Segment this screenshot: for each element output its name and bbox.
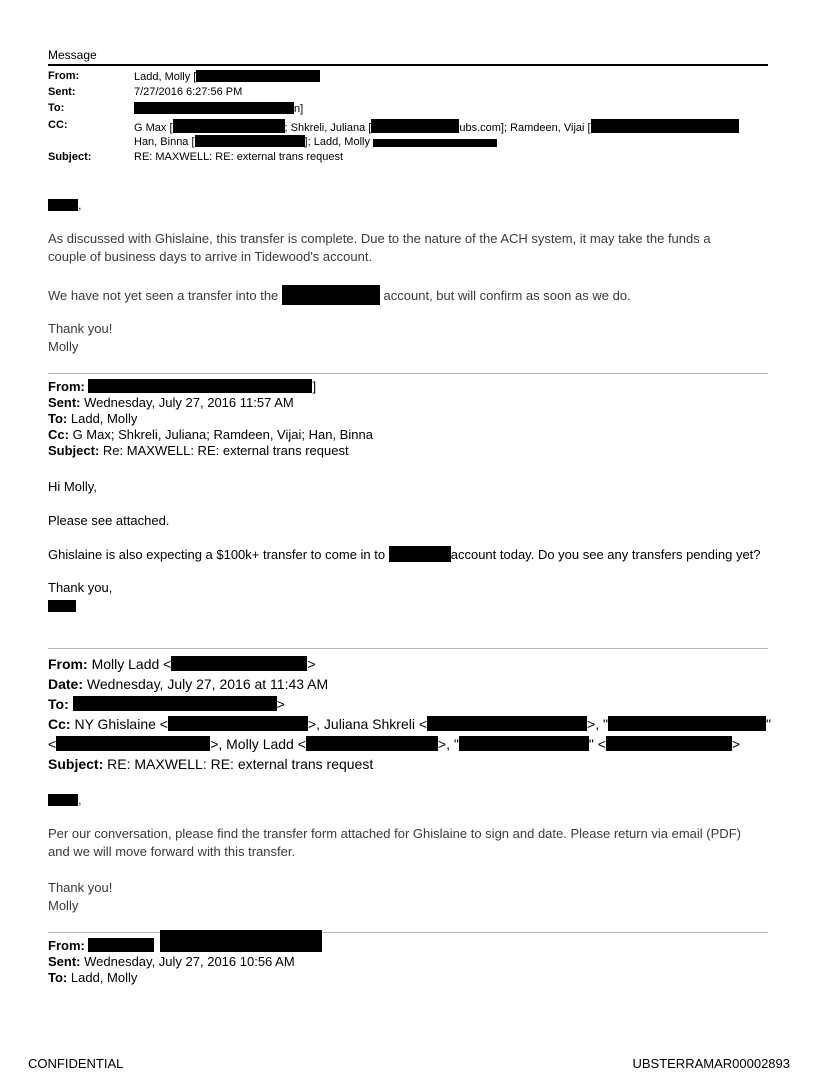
to-label: To: [48, 970, 68, 985]
cc-line-1 [134, 119, 739, 134]
greeting-comma: , [78, 792, 82, 807]
redaction-box [48, 794, 78, 806]
redaction-box [168, 716, 308, 731]
sent-value: Wednesday, July 27, 2016 11:57 AM [84, 395, 294, 410]
line-text: Ghislaine is also expecting a $100k+ transfer to come in to [48, 547, 386, 562]
cc-line-2 [134, 135, 497, 148]
cc-label: Cc: [48, 427, 69, 442]
msg1-paragraph-1-line-2: couple of business days to arrive in Tidewood's account. [48, 249, 373, 264]
msg2-cc [48, 427, 373, 443]
cc-text: Han, Binna [ [134, 136, 195, 148]
cc-text: ubs.com]; Ramdeen, Vijai [ [459, 122, 591, 134]
subject-label: Subject: [48, 756, 104, 772]
msg1-closing: Thank you! [48, 321, 113, 336]
from-suffix: ] [312, 379, 317, 394]
subject-value: RE: MAXWELL: RE: external trans request [107, 756, 374, 772]
msg3-paragraph-1-line-2: and we will move forward with this transfer. [48, 844, 296, 859]
redaction-box [373, 139, 497, 147]
from-value [134, 70, 320, 83]
to-suffix: n] [294, 103, 304, 115]
redaction-box [371, 119, 459, 133]
subject-label: Subject: [48, 443, 100, 458]
msg1-greeting [48, 196, 82, 214]
date-label: Date: [48, 676, 84, 692]
cc-text: >, Juliana Shkreli < [307, 716, 428, 732]
msg3-to [48, 694, 285, 714]
cc-text: G Max [ [134, 122, 173, 134]
msg4-to [48, 970, 137, 986]
cc-text: ]; Ladd, Molly [304, 136, 370, 148]
cc-text: ; Shkreli, Juliana [ [284, 122, 372, 134]
msg2-from [48, 379, 316, 395]
msg2-greeting: Hi Molly, [48, 479, 97, 494]
msg4-sent [48, 954, 295, 970]
separator-rule [48, 373, 768, 374]
sent-label: Sent: [48, 954, 81, 969]
cc-text: " [765, 716, 771, 732]
footer-confidential: CONFIDENTIAL [28, 1056, 124, 1071]
greeting-comma: , [78, 197, 82, 212]
redaction-box [606, 736, 732, 751]
to-label: To: [48, 696, 69, 712]
para-text: We have not yet seen a transfer into the [48, 288, 279, 303]
redaction-box [56, 736, 210, 751]
message-title: Message [48, 48, 97, 62]
to-value: Ladd, Molly [70, 970, 138, 985]
redaction-box [134, 102, 294, 114]
msg2-line-2 [48, 546, 761, 563]
cc-text: > [731, 736, 741, 752]
cc-label: CC: [48, 119, 68, 131]
cc-text: NY Ghislaine < [74, 716, 168, 732]
msg2-signature-redaction [48, 600, 76, 612]
from-label: From: [48, 379, 85, 394]
cc-text: >, " [587, 716, 608, 732]
subject-value: Re: MAXWELL: RE: external trans request [102, 443, 349, 458]
msg2-subject [48, 443, 349, 459]
cc-label: Cc: [48, 716, 71, 732]
subject-label: Subject: [48, 151, 92, 163]
sent-value: Wednesday, July 27, 2016 10:56 AM [84, 954, 295, 969]
msg3-signature: Molly [48, 898, 79, 913]
msg1-paragraph-1-line-1: As discussed with Ghislaine, this transfer is complete. Due to the nature of the ACH system, it may take the funds a [48, 231, 711, 246]
cc-value: G Max; Shkreli, Juliana; Ramdeen, Vijai; Han, Binna [72, 427, 373, 442]
from-label: From: [48, 656, 88, 672]
redaction-box [88, 938, 154, 952]
msg3-cc-line-2 [48, 734, 740, 754]
msg2-sent [48, 395, 294, 411]
from-label: From: [48, 70, 80, 82]
separator-rule [48, 648, 768, 649]
msg3-greeting [48, 791, 82, 809]
msg2-line-1: Please see attached. [48, 513, 170, 528]
redaction-box [389, 546, 451, 562]
to-label: To: [48, 102, 65, 114]
separator-rule [48, 932, 768, 933]
cc-text: >, " [437, 736, 459, 752]
redaction-box [591, 119, 739, 133]
msg2-to [48, 411, 137, 427]
redaction-box [171, 656, 307, 671]
cc-text: >, Molly Ladd < [210, 736, 306, 752]
msg3-cc-line-1 [48, 714, 771, 734]
redaction-box [427, 716, 587, 731]
to-value: Ladd, Molly [70, 411, 138, 426]
para-text: account, but will confirm as soon as we do. [383, 288, 631, 303]
msg2-closing: Thank you, [48, 580, 113, 595]
redaction-box [306, 736, 438, 751]
subject-value: RE: MAXWELL: RE: external trans request [134, 151, 344, 163]
msg4-from-redaction [160, 930, 322, 952]
footer-bates-number: UBSTERRAMAR00002893 [632, 1056, 790, 1071]
to-suffix: > [276, 696, 285, 712]
redaction-box [48, 199, 78, 211]
msg3-subject [48, 754, 373, 774]
redaction-box [608, 716, 766, 731]
from-value: Molly Ladd < [91, 656, 172, 672]
msg1-paragraph-2 [48, 285, 631, 305]
sent-value: 7/27/2016 6:27:56 PM [134, 86, 243, 98]
msg3-date [48, 674, 328, 694]
msg3-from [48, 654, 316, 674]
redaction-box [196, 70, 320, 82]
from-label: From: [48, 938, 85, 953]
redaction-box [282, 285, 380, 305]
redaction-box [88, 379, 312, 393]
msg3-closing: Thank you! [48, 880, 113, 895]
msg3-paragraph-1-line-1: Per our conversation, please find the transfer form attached for Ghislaine to sign and date. Please return via email (PDF) [48, 826, 741, 841]
from-suffix: > [307, 656, 316, 672]
cc-text: < [48, 736, 57, 752]
redaction-box [173, 119, 285, 133]
to-label: To: [48, 411, 68, 426]
msg1-signature: Molly [48, 339, 79, 354]
sent-label: Sent: [48, 395, 81, 410]
from-name: Ladd, Molly [ [134, 71, 197, 83]
msg4-from [48, 938, 154, 954]
redaction-box [195, 135, 305, 147]
header-rule [48, 64, 768, 66]
to-value [134, 102, 303, 115]
cc-text: " < [588, 736, 606, 752]
redaction-box [73, 696, 277, 711]
sent-label: Sent: [48, 86, 76, 98]
redaction-box [459, 736, 589, 751]
line-text: account today. Do you see any transfers pending yet? [450, 547, 761, 562]
date-value: Wednesday, July 27, 2016 at 11:43 AM [86, 676, 329, 692]
